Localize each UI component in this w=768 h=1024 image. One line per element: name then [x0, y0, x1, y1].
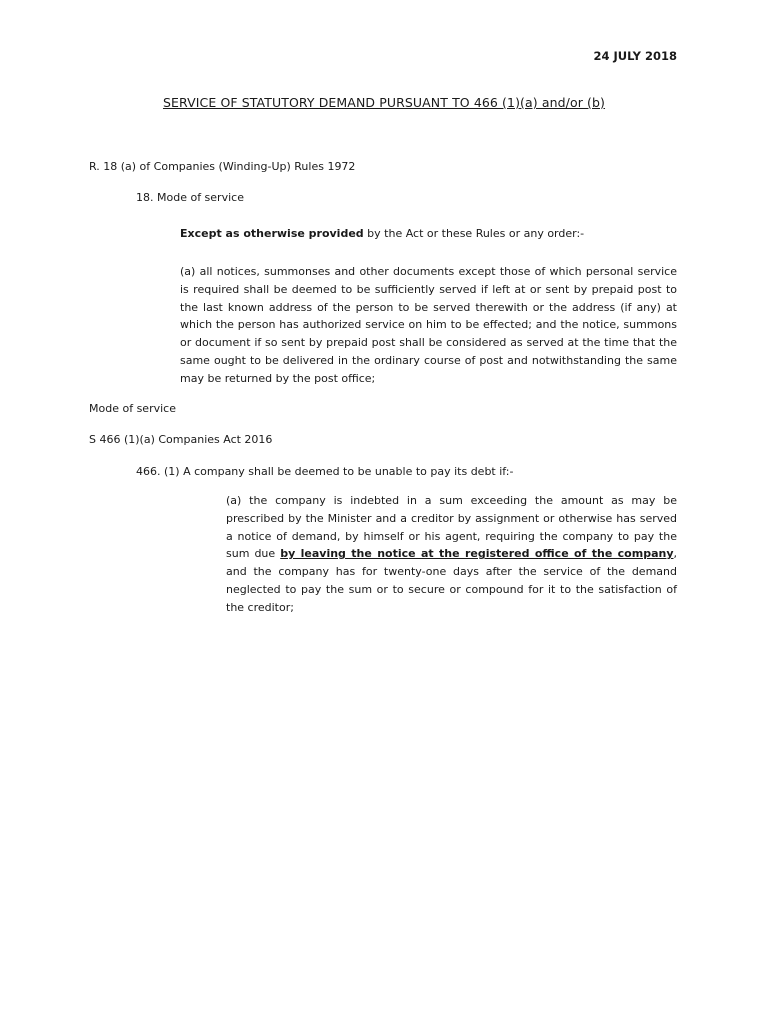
section-paragraph-end: , and the company has for twenty-one days after the service of the demand neglected to pay the sum or to secure or compound for it to the satisfaction of the creditor; [226, 547, 677, 614]
section-heading: 466. (1) A company shall be deemed to be unable to pay its debt if:- [136, 465, 514, 478]
section-paragraph-emphasis: by leaving the notice at the registered office of the company [280, 547, 674, 561]
section-reference: S 466 (1)(a) Companies Act 2016 [89, 433, 273, 446]
except-clause-rest: by the Act or these Rules or any order:- [363, 227, 585, 240]
except-clause-bold: Except as otherwise provided [180, 227, 364, 240]
except-clause [180, 227, 584, 240]
mode-of-service-heading: Mode of service [89, 402, 176, 415]
document-date: 24 JULY 2018 [593, 49, 677, 63]
rule-heading: 18. Mode of service [136, 191, 244, 204]
section-paragraph [226, 492, 677, 617]
section-paragraph-start: (a) the company is indebted in a sum exceeding the amount as may be prescribed by the Minister and a creditor by assignment or otherwise has served a notice of demand, by himself or his agent, requiring the company to pay the sum due [226, 494, 677, 561]
document-title: SERVICE OF STATUTORY DEMAND PURSUANT TO 466 (1)(a) and/or (b) [162, 95, 606, 110]
rule-paragraph: (a) all notices, summonses and other documents except those of which personal service is required shall be deemed to be sufficiently served if left at or sent by prepaid post to the last known address of the person to be served therewith or the address (if any) at which the person has authorized service on him to be effected; and the notice, summons or document if so sent by prepaid post shall be considered as served at the time that the same ought to be delivered in the ordinary course of post and notwithstanding the same may be returned by the post office; [180, 265, 677, 385]
rule-reference: R. 18 (a) of Companies (Winding-Up) Rules 1972 [89, 160, 356, 173]
